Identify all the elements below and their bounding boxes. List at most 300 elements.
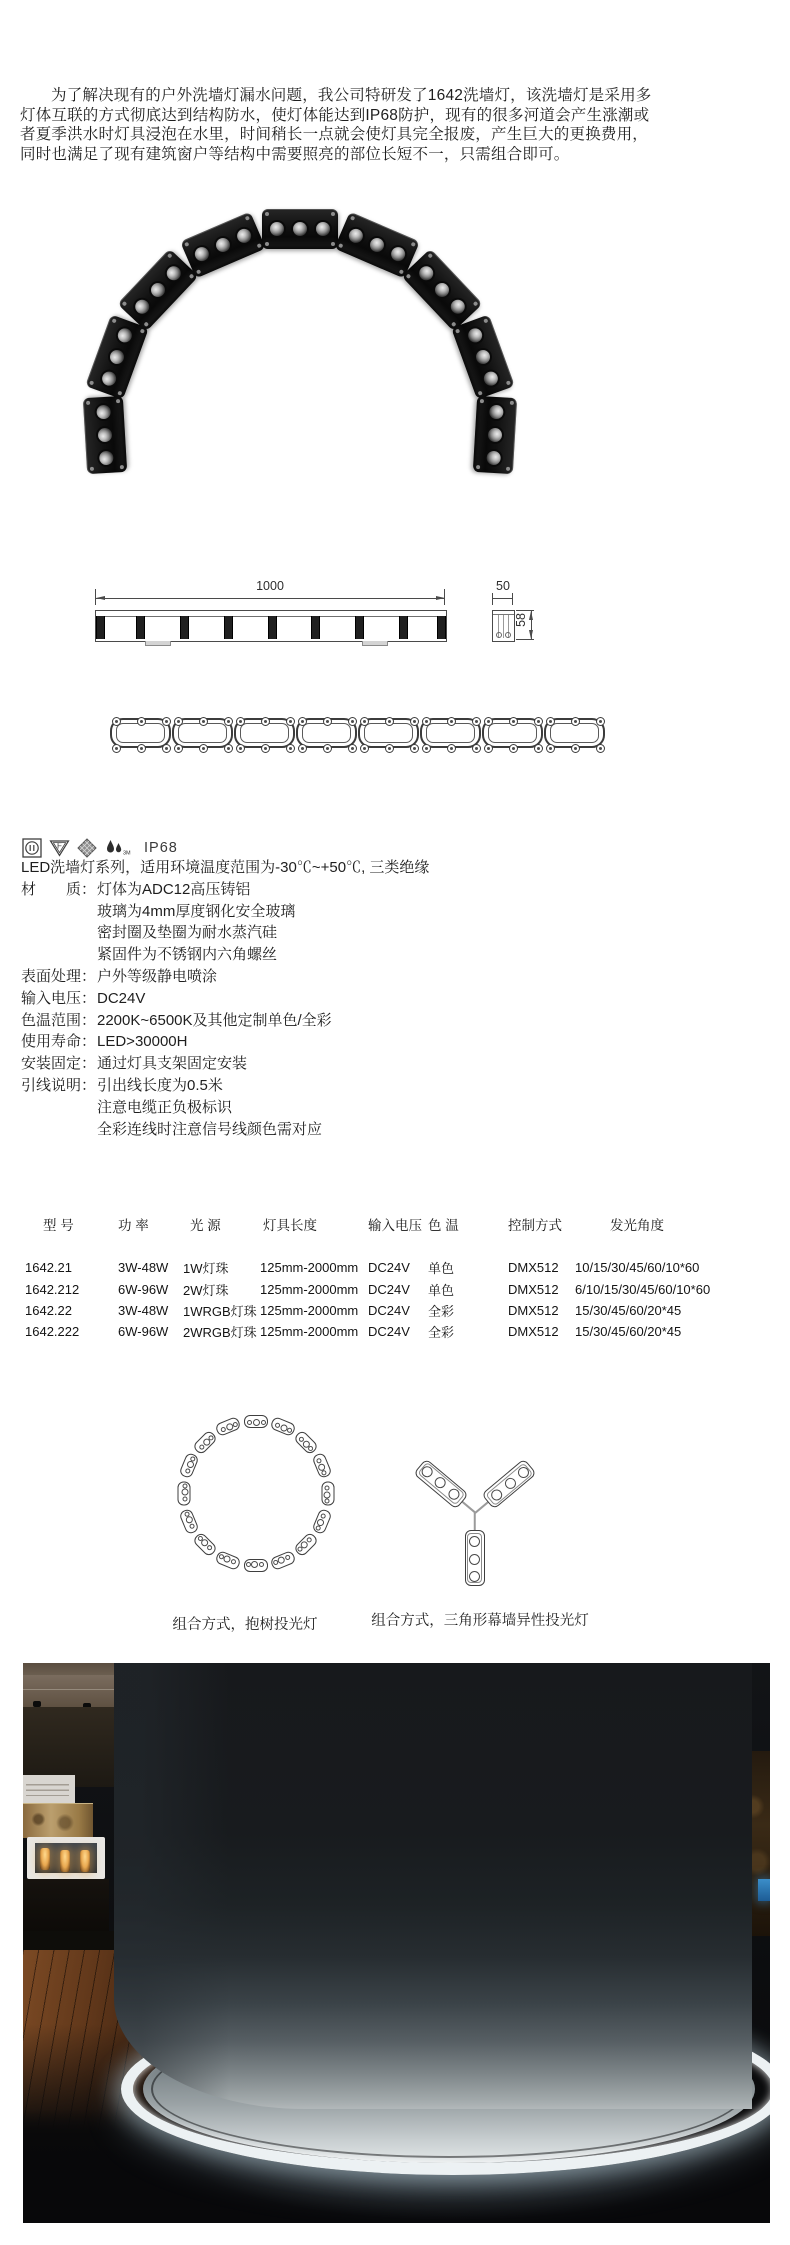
screw-icon: [298, 744, 307, 753]
screw-icon: [120, 465, 124, 469]
led-lens: [482, 370, 500, 388]
spec-row: [97, 901, 429, 923]
ring-module: [244, 1415, 268, 1428]
screw-icon: [112, 717, 121, 726]
screw-icon: [122, 301, 128, 307]
photo-light-track: [23, 1689, 123, 1690]
intro-line: 者夏季洪水时灯具浸泡在水里，时间稍长一点就会使灯具完全报废，产生巨大的更换费用，: [20, 126, 649, 144]
spec-label: 色温范围：: [21, 1011, 97, 1029]
table-cell: 6W-96W: [118, 1324, 169, 1340]
arrow-icon: [529, 630, 533, 639]
dimension-width-label: 50: [477, 579, 529, 593]
led-lens: [416, 264, 436, 284]
screw-icon: [137, 717, 146, 726]
screw-icon: [385, 744, 394, 753]
spec-value: 密封圈及垫圈为耐水蒸汽硅: [97, 924, 278, 942]
spec-value: LED>30000H: [97, 1033, 188, 1051]
screw-icon: [308, 1445, 315, 1452]
screw-icon: [117, 391, 122, 396]
ip-rating: IP68: [144, 840, 178, 856]
table-header-cell: 光 源: [190, 1218, 221, 1233]
screw-icon: [188, 1523, 195, 1530]
screw-icon: [219, 1426, 226, 1433]
screw-icon: [455, 329, 460, 334]
screw-icon: [596, 717, 605, 726]
screw-icon: [509, 401, 513, 405]
triangle-caption: 组合方式，三角形幕墙异性投光灯: [371, 1613, 589, 1629]
screw-icon: [256, 243, 261, 248]
table-header-cell: 型 号: [43, 1218, 74, 1233]
led-lens: [98, 428, 113, 443]
photo-case-base: [23, 1879, 109, 1931]
dimension-line: [95, 598, 445, 599]
screw-icon: [350, 215, 355, 220]
ring-module: [178, 1452, 199, 1479]
arc-figure: [0, 195, 790, 495]
end-view-line: [503, 615, 504, 638]
led-lens: [293, 222, 307, 236]
table-header-cell: 控制方式: [508, 1218, 562, 1233]
table-cell: DMX512: [508, 1324, 559, 1340]
intro-line: 为了解决现有的户外洗墙灯漏水问题，我公司特研发了1642洗墙灯，该洗墙灯是采用多: [51, 87, 652, 104]
led-lens: [99, 451, 114, 466]
spec-label: 引线说明：: [21, 1076, 97, 1094]
ring-module: [311, 1452, 332, 1479]
screw-icon: [321, 1470, 328, 1477]
enclosure-class-icon: [22, 838, 42, 858]
screw-icon: [265, 242, 269, 246]
table-cell: 3W-48W: [118, 1260, 169, 1276]
screw-icon: [224, 744, 233, 753]
photo-panel-text-lines: [26, 1780, 69, 1796]
led-lens: [469, 1536, 480, 1547]
chain-module-face: [364, 723, 413, 743]
screw-icon: [331, 242, 335, 246]
screw-icon: [472, 744, 481, 753]
spec-value: 全彩连线时注意信号线颜色需对应: [97, 1120, 323, 1138]
screw-icon: [596, 744, 605, 753]
chain-module: [544, 718, 605, 748]
screw-icon: [360, 717, 369, 726]
led-lens: [132, 297, 152, 317]
screw-icon: [112, 744, 121, 753]
screw-icon: [405, 274, 411, 280]
screw-icon: [509, 717, 518, 726]
screw-icon: [199, 717, 208, 726]
table-cell: 3W-48W: [118, 1302, 169, 1318]
screw-icon: [476, 465, 480, 469]
screw-icon: [90, 467, 94, 471]
led-module: [334, 212, 420, 279]
chain-module: [482, 718, 543, 748]
led-lens: [100, 370, 118, 388]
table-cell: 15/30/45/60/20*45: [575, 1302, 682, 1318]
screw-icon: [483, 319, 488, 324]
screw-icon: [174, 744, 183, 753]
connector-joint: [399, 616, 408, 639]
table-cell: 全彩: [428, 1303, 455, 1319]
table-cell: DC24V: [368, 1324, 410, 1340]
photo-lit-artifact: [80, 1850, 90, 1872]
screw-icon: [181, 1489, 188, 1496]
led-lens: [469, 1571, 480, 1582]
led-lens: [148, 280, 168, 300]
screw-icon: [230, 1559, 237, 1566]
screw-icon: [111, 319, 116, 324]
led-module: [83, 396, 127, 474]
led-lens: [469, 1554, 480, 1565]
screw-icon: [484, 744, 493, 753]
table-cell: DC24V: [368, 1281, 410, 1297]
spec-row: [21, 966, 429, 988]
screw-icon: [197, 1444, 204, 1451]
table-cell: 1642.222: [25, 1324, 80, 1340]
chain-module-face: [426, 723, 475, 743]
led-module: [85, 315, 149, 400]
connector-joint: [311, 616, 320, 639]
spec-value: 玻璃为4mm厚度钢化安全玻璃: [97, 902, 296, 920]
dimension-height-label: 58: [514, 613, 528, 627]
spec-value: 2200K~6500K及其他定制单色/全彩: [97, 1011, 332, 1029]
ring-module: [214, 1416, 241, 1437]
screw-icon: [571, 717, 580, 726]
arrow-icon: [436, 596, 445, 600]
spec-row: [97, 1119, 429, 1141]
chain-module-face: [550, 723, 599, 743]
table-cell: 125mm-2000mm: [260, 1302, 359, 1318]
screw-icon: [410, 744, 419, 753]
table-cell: 1642.212: [25, 1281, 80, 1297]
led-module: [451, 315, 515, 400]
chain-module: [172, 718, 233, 748]
table-cell: 125mm-2000mm: [260, 1281, 359, 1297]
spec-value: DC24V: [97, 989, 146, 1007]
spec-value: 注意电缆正负极标识: [97, 1098, 233, 1116]
screw-icon: [246, 1563, 251, 1568]
screw-icon: [506, 381, 511, 386]
chain-module: [420, 718, 481, 748]
led-lens: [489, 405, 504, 420]
ring-module: [293, 1531, 319, 1557]
screw-icon: [137, 744, 146, 753]
screw-icon: [323, 717, 332, 726]
screw-icon: [174, 717, 183, 726]
spec-row: [97, 944, 429, 966]
chain-module-face: [116, 723, 165, 743]
led-lens: [116, 327, 134, 345]
spec-row: [21, 1053, 429, 1075]
screw-icon: [140, 329, 145, 334]
screw-icon: [447, 744, 456, 753]
table-cell: DMX512: [508, 1260, 559, 1276]
screw-icon: [253, 1419, 260, 1426]
table-cell: 6W-96W: [118, 1281, 169, 1297]
intro-line: 灯体互联的方式彻底达到结构防水，使灯体能达到IP68防护，现有的很多河道会产生涨潮或: [20, 106, 650, 124]
ring-module: [178, 1507, 199, 1534]
spec-list: [21, 879, 429, 1141]
screw-icon: [348, 744, 357, 753]
table-cell: 1642.22: [25, 1302, 72, 1318]
screw-icon: [479, 399, 483, 403]
led-lens: [347, 227, 365, 245]
series-description: LED洗墙灯系列，适用环境温度范围为-30℃~+50℃, 三类绝缘: [21, 859, 430, 876]
spec-row: [97, 922, 429, 944]
led-lens: [214, 236, 232, 254]
table-cell: 10/15/30/45/60/10*60: [575, 1260, 700, 1276]
connector-joint: [96, 616, 105, 639]
screw-icon: [167, 253, 173, 259]
chain-module: [296, 718, 357, 748]
screw-icon: [484, 717, 493, 726]
screw-icon: [338, 243, 343, 248]
chain-module: [358, 718, 419, 748]
arrow-icon: [96, 596, 105, 600]
spec-row: [21, 1031, 429, 1053]
end-view-screw: [496, 632, 502, 638]
spec-value: 紧固件为不锈钢内六角螺丝: [97, 946, 278, 964]
table-header-cell: 发光角度: [610, 1218, 664, 1233]
screw-icon: [410, 717, 419, 726]
led-module: [118, 249, 199, 332]
chain-module-face: [488, 723, 537, 743]
ring-module: [214, 1549, 241, 1570]
chain-figure: [110, 718, 606, 748]
table-cell: DMX512: [508, 1302, 559, 1318]
mount-tab: [362, 641, 388, 646]
connector-joint: [180, 616, 189, 639]
spec-section: [21, 857, 429, 1140]
table-cell: DMX512: [508, 1281, 559, 1297]
screw-icon: [360, 744, 369, 753]
table-header-row: [25, 1214, 773, 1234]
screw-icon: [182, 1484, 187, 1489]
screw-icon: [89, 381, 94, 386]
screw-icon: [247, 1420, 252, 1425]
spec-label: 安装固定：: [21, 1055, 97, 1073]
screw-icon: [261, 717, 270, 726]
table-header-cell: 功 率: [118, 1218, 149, 1233]
dim-bar: [95, 610, 447, 642]
submersion-3m-icon: [104, 838, 131, 858]
triangle-figure: [405, 1443, 545, 1583]
photo-lit-artifact: [60, 1850, 70, 1872]
end-view: [492, 610, 515, 642]
screw-icon: [184, 1468, 191, 1475]
spec-value: 灯体为ADC12高压铸铝: [97, 880, 251, 898]
connector-joint: [224, 616, 233, 639]
screw-icon: [509, 744, 518, 753]
screw-icon: [261, 1420, 266, 1425]
screw-icon: [546, 744, 555, 753]
triangle-arm-module: [465, 1530, 485, 1586]
table-cell: DC24V: [368, 1260, 410, 1276]
screw-icon: [325, 1485, 330, 1490]
led-lens: [192, 245, 210, 263]
screw-icon: [348, 717, 357, 726]
screw-icon: [285, 1554, 292, 1561]
photo-info-panel: [23, 1775, 75, 1805]
triangle-arm-module: [482, 1458, 538, 1509]
photo-wood-artifact: [23, 1803, 93, 1838]
chain-module: [234, 718, 295, 748]
screw-icon: [324, 1491, 331, 1498]
table-row: [25, 1300, 773, 1321]
spec-value: 通过灯具支架固定安装: [97, 1055, 248, 1073]
spec-row: [21, 879, 429, 901]
screw-icon: [323, 744, 332, 753]
led-module: [262, 209, 338, 249]
ring-module: [191, 1531, 217, 1557]
screw-icon: [206, 1545, 213, 1552]
screw-icon: [236, 717, 245, 726]
ring-module: [269, 1549, 296, 1570]
spec-label: 输入电压：: [21, 989, 97, 1007]
screw-icon: [261, 744, 270, 753]
table-header-cell: 灯具长度: [263, 1218, 317, 1233]
screw-icon: [196, 269, 201, 274]
spec-row: [21, 988, 429, 1010]
ring-module: [177, 1482, 190, 1506]
screw-icon: [184, 242, 189, 247]
table-cell: 全彩: [428, 1325, 455, 1341]
diamond-icon: [77, 838, 97, 858]
led-lens: [97, 405, 112, 420]
spec-label: 使用寿命：: [21, 1033, 97, 1051]
spec-row: [21, 1075, 429, 1097]
triangle-f-icon: [49, 838, 70, 858]
dimension-drawing: [0, 575, 790, 660]
table-cell: 单色: [428, 1261, 455, 1277]
screw-icon: [472, 717, 481, 726]
screw-icon: [224, 717, 233, 726]
chain-module-face: [240, 723, 289, 743]
submersion-depth-label: 3M: [123, 850, 131, 857]
screw-icon: [182, 1497, 187, 1502]
spec-row: [97, 1097, 429, 1119]
table-cell: 1W灯珠: [183, 1261, 229, 1277]
table-cell: 6/10/15/30/45/60/10*60: [575, 1281, 711, 1297]
table-cell: 125mm-2000mm: [260, 1260, 359, 1276]
screw-icon: [162, 717, 171, 726]
ring-module: [244, 1559, 268, 1572]
led-lens: [164, 264, 184, 284]
led-lens: [487, 428, 502, 443]
screw-icon: [286, 744, 295, 753]
table-cell: 15/30/45/60/20*45: [575, 1324, 682, 1340]
screw-icon: [427, 253, 433, 259]
led-module: [401, 249, 482, 332]
screw-icon: [86, 401, 90, 405]
led-lens: [270, 222, 284, 236]
application-photo: [23, 1663, 770, 2223]
end-view-screw: [505, 632, 511, 638]
screw-icon: [534, 717, 543, 726]
screw-icon: [325, 1499, 330, 1504]
photo-lit-artifact: [40, 1848, 50, 1870]
table-cell: 2W灯珠: [183, 1282, 229, 1298]
screw-icon: [251, 1562, 258, 1569]
led-lens: [316, 222, 330, 236]
screw-icon: [144, 322, 150, 328]
spec-label: 表面处理：: [21, 967, 97, 985]
connector-joint: [136, 616, 145, 639]
table-cell: 1WRGB灯珠: [183, 1303, 257, 1319]
chain-module: [110, 718, 171, 748]
table-row: [25, 1321, 773, 1342]
screw-icon: [447, 717, 456, 726]
ring-module: [321, 1482, 334, 1506]
led-lens: [389, 245, 407, 263]
led-lens: [448, 297, 468, 317]
led-lens: [466, 327, 484, 345]
certification-row: [22, 837, 178, 859]
photo-cylinder: [114, 1663, 752, 2109]
ring-figure: [168, 1406, 343, 1581]
screw-icon: [259, 1563, 264, 1568]
ring-module: [293, 1429, 319, 1455]
screw-icon: [162, 744, 171, 753]
screw-icon: [244, 215, 249, 220]
screw-icon: [307, 1536, 314, 1543]
table-header-cell: 色 温: [428, 1218, 459, 1233]
screw-icon: [265, 212, 269, 216]
table-body: [25, 1257, 773, 1343]
dimension-length-label: 1000: [240, 579, 300, 593]
spec-row: [21, 1010, 429, 1032]
ring-module: [191, 1429, 217, 1455]
screw-icon: [546, 717, 555, 726]
screw-icon: [298, 717, 307, 726]
table-header-cell: 输入电压: [368, 1218, 422, 1233]
ring-module: [311, 1507, 332, 1534]
screw-icon: [473, 301, 479, 307]
screw-icon: [385, 717, 394, 726]
led-lens: [235, 227, 253, 245]
chain-module-face: [178, 723, 227, 743]
led-lens: [108, 348, 126, 366]
chain-module-face: [302, 723, 351, 743]
screw-icon: [571, 744, 580, 753]
spec-table: [25, 1214, 773, 1343]
screw-icon: [506, 467, 510, 471]
screw-icon: [331, 212, 335, 216]
led-lens: [368, 236, 386, 254]
screw-icon: [422, 717, 431, 726]
connector-joint: [437, 616, 446, 639]
ring-caption: 组合方式，抱树投光灯: [172, 1617, 318, 1633]
intro-paragraph: [20, 86, 768, 164]
screw-icon: [534, 744, 543, 753]
ring-module: [269, 1416, 296, 1437]
triangle-arm-module: [413, 1458, 469, 1509]
led-module: [472, 396, 516, 474]
table-cell: 125mm-2000mm: [260, 1324, 359, 1340]
arrow-icon: [529, 611, 533, 620]
spec-label: 材 质：: [21, 880, 97, 898]
screw-icon: [199, 744, 208, 753]
screw-icon: [116, 399, 120, 403]
table-row: [25, 1278, 773, 1299]
table-cell: 2WRGB灯珠: [183, 1325, 257, 1341]
screw-icon: [236, 744, 245, 753]
connector-joint: [268, 616, 277, 639]
mount-tab: [145, 641, 171, 646]
screw-icon: [286, 717, 295, 726]
f-mark-letter: F: [57, 841, 62, 851]
photo-blue-screen: [758, 1879, 770, 1901]
intro-line: 同时也满足了现有建筑窗户等结构中需要照亮的部位长短不一，只需组合即可。: [20, 145, 570, 163]
table-cell: 单色: [428, 1282, 455, 1298]
